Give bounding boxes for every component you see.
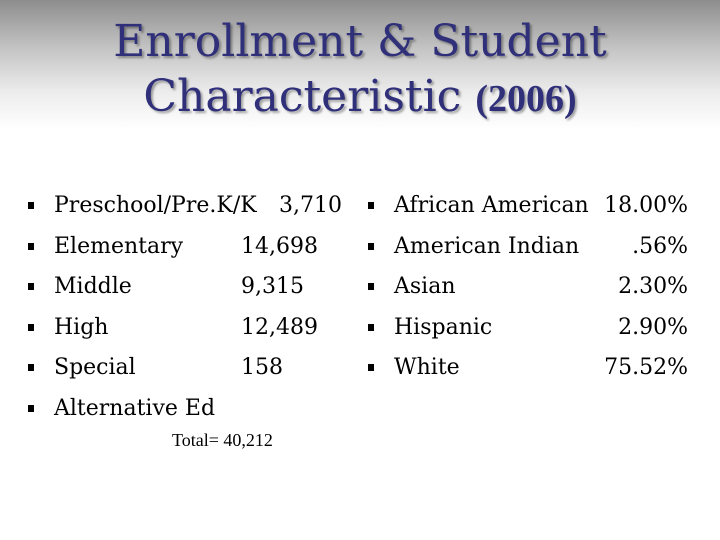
list-item: [368, 348, 688, 389]
ethnicity-label: African American: [394, 193, 589, 218]
enrollment-label: High: [54, 314, 109, 340]
ethnicity-percent: 75.52%: [604, 355, 688, 380]
bullet-icon: [28, 202, 34, 209]
enrollment-value: 158: [241, 355, 283, 380]
list-item: [368, 308, 688, 349]
bullet-icon: [368, 202, 374, 209]
ethnicity-percent: .56%: [632, 233, 688, 259]
ethnicity-label: Hispanic: [394, 314, 493, 340]
ethnicity-percent: 18.00%: [604, 193, 688, 218]
enrollment-label: Special: [54, 355, 136, 380]
bullet-icon: [28, 324, 34, 331]
enrollment-label: Middle: [54, 274, 132, 299]
bullet-icon: [368, 283, 374, 290]
title-main: Characteristic: [143, 71, 462, 122]
bullet-icon: [368, 243, 374, 250]
title-year: (2006): [475, 78, 577, 120]
ethnicity-percent: 2.30%: [618, 274, 688, 299]
list-item: [368, 186, 688, 227]
bullet-icon: [368, 364, 374, 371]
list-item: [28, 267, 338, 308]
ethnicity-percent: 2.90%: [618, 314, 688, 340]
enrollment-value: 12,489: [241, 314, 318, 340]
list-item: [368, 267, 688, 308]
slide-title: [0, 14, 720, 127]
ethnicity-list: [368, 186, 688, 389]
bullet-icon: [28, 283, 34, 290]
enrollment-label: Alternative Ed: [54, 395, 216, 421]
bullet-icon: [28, 364, 34, 371]
list-item: [368, 227, 688, 268]
list-item: [28, 186, 342, 227]
ethnicity-label: American Indian: [394, 233, 580, 259]
list-item: [28, 308, 338, 349]
title-line-2: [0, 69, 720, 127]
enrollment-list: [28, 186, 342, 429]
list-item: [28, 227, 338, 268]
enrollment-total: Total= 40,212: [172, 430, 273, 450]
list-item: [28, 348, 338, 389]
bullet-icon: [28, 405, 34, 412]
enrollment-label: Elementary: [54, 233, 184, 259]
enrollment-value: 9,315: [241, 274, 304, 299]
ethnicity-label: Asian: [394, 274, 456, 299]
bullet-icon: [28, 243, 34, 250]
enrollment-label: Preschool/Pre.K/K: [54, 193, 257, 218]
list-item: [28, 389, 338, 430]
ethnicity-label: White: [394, 355, 460, 380]
enrollment-value: 3,710: [279, 193, 342, 218]
title-line-1: Enrollment & Student: [113, 16, 607, 67]
bullet-icon: [368, 324, 374, 331]
enrollment-value: 14,698: [241, 233, 318, 259]
